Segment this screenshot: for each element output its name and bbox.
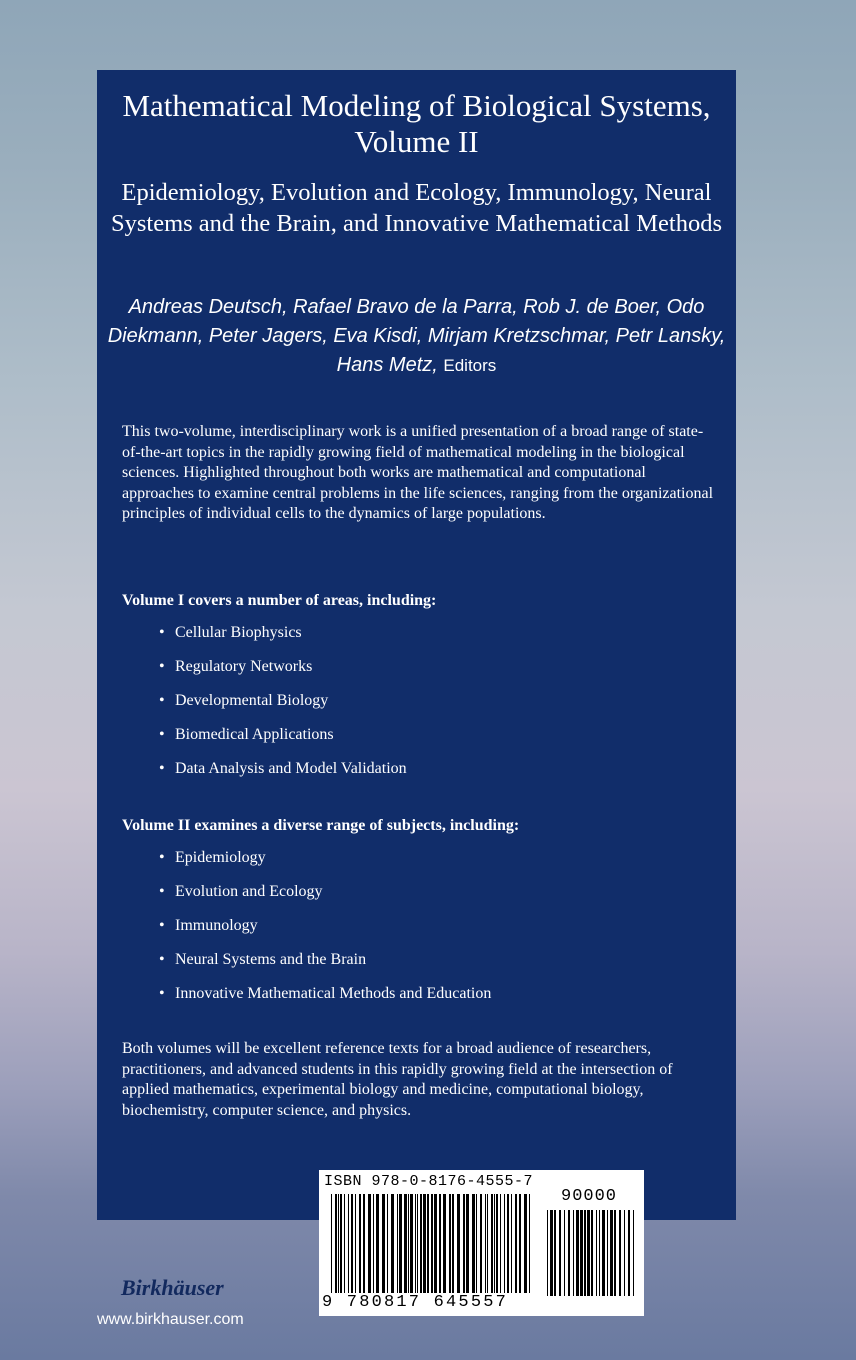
topic-label: Evolution and Ecology (175, 883, 323, 900)
barcode-bar (420, 1194, 422, 1296)
barcode-bar (550, 1210, 553, 1296)
barcode-bar (504, 1194, 505, 1296)
barcode-bar (373, 1194, 374, 1296)
barcode-bar (584, 1210, 586, 1296)
barcode-bar (624, 1210, 625, 1296)
barcode-bar (399, 1194, 402, 1296)
barcode-bar (599, 1210, 600, 1296)
topic-label: Immunology (175, 917, 258, 934)
bullet-icon: • (159, 624, 165, 641)
list-item (159, 848, 491, 882)
barcode-bar (524, 1194, 527, 1296)
barcode-bar (368, 1194, 371, 1296)
barcode-bars (331, 1194, 531, 1296)
barcode-bar (633, 1210, 634, 1296)
list-item (159, 882, 491, 916)
barcode-bar (476, 1194, 477, 1296)
isbn-barcode (319, 1170, 644, 1316)
bullet-icon: • (159, 726, 165, 743)
price-code: 90000 (561, 1187, 618, 1206)
barcode-bar (547, 1210, 548, 1296)
barcode-bar (610, 1210, 613, 1296)
publisher-website: www.birkhauser.com (97, 1311, 244, 1328)
intro-paragraph: This two-volume, interdisciplinary work is a unified presentation of a broad range of state-of-the-art topics in the rapidly growing field of mathematical modeling in the biological sciences. Highlighted throughout both works are mathematical and computational approaches to examine central problems in the life sciences, ranging from the organizational principles of individual cells to the dynamics of large populations. (122, 423, 714, 523)
topic-label: Data Analysis and Model Validation (175, 760, 407, 777)
topic-label: Cellular Biophysics (175, 624, 302, 641)
bullet-icon: • (159, 883, 165, 900)
list-item (159, 657, 407, 691)
barcode-bar (494, 1194, 495, 1296)
barcode-bar (376, 1194, 379, 1296)
barcode-bar (427, 1194, 429, 1296)
back-cover-panel (97, 70, 736, 1220)
topic-label: Regulatory Networks (175, 658, 313, 675)
bullet-icon: • (159, 760, 165, 777)
barcode-bar (472, 1194, 475, 1296)
list-item (159, 950, 491, 984)
barcode-bar (423, 1194, 426, 1296)
barcode-bar (344, 1194, 345, 1296)
barcode-bar (431, 1194, 433, 1296)
barcode-bar (496, 1194, 498, 1296)
barcode-bar (596, 1210, 597, 1296)
barcode-bar (335, 1194, 337, 1296)
topic-label: Developmental Biology (175, 692, 329, 709)
barcode-bar (614, 1210, 616, 1296)
barcode-bar (529, 1194, 530, 1296)
topic-label: Biomedical Applications (175, 726, 334, 743)
list-item (159, 759, 407, 793)
bullet-icon: • (159, 692, 165, 709)
barcode-bar (457, 1194, 460, 1296)
barcode-bar (415, 1194, 416, 1296)
barcode-bar (449, 1194, 451, 1296)
barcode-bar (519, 1194, 521, 1296)
barcode-bar (338, 1194, 339, 1296)
barcode-bar (619, 1210, 621, 1296)
barcode-bar (348, 1194, 349, 1296)
barcode-bar (397, 1194, 398, 1296)
barcode-bar (628, 1210, 630, 1296)
barcode-bar (607, 1210, 608, 1296)
editors-list (97, 293, 736, 380)
list-item (159, 623, 407, 657)
volume2-topics (159, 848, 491, 1018)
list-item (159, 691, 407, 725)
barcode-bar (443, 1194, 446, 1296)
barcode-bar (417, 1194, 418, 1296)
barcode-bar (363, 1194, 365, 1296)
volume1-topics (159, 623, 407, 793)
barcode-bar (408, 1194, 409, 1296)
book-title: Mathematical Modeling of Biological Systems, Volume II (122, 88, 711, 159)
barcode-bar (591, 1210, 593, 1296)
barcode-bar (404, 1194, 407, 1296)
bullet-icon: • (159, 658, 165, 675)
barcode-bar (355, 1194, 356, 1296)
publisher-logo: Birkhäuser (121, 1275, 224, 1300)
barcode-bar (439, 1194, 441, 1296)
barcode-bar (559, 1210, 561, 1296)
barcode-addon-bars (547, 1210, 635, 1296)
bullet-icon: • (159, 849, 165, 866)
barcode-bar (391, 1194, 394, 1296)
topic-label: Innovative Mathematical Methods and Education (175, 985, 492, 1002)
bullet-icon: • (159, 917, 165, 934)
barcode-bar (340, 1194, 342, 1296)
barcode-bar (359, 1194, 361, 1296)
list-item (159, 725, 407, 759)
barcode-bar (487, 1194, 488, 1296)
barcode-number: 9 780817 645557 (319, 1293, 534, 1312)
barcode-bar (485, 1194, 486, 1296)
barcode-bar (573, 1210, 574, 1296)
bullet-icon: • (159, 985, 165, 1002)
barcode-bar (568, 1210, 570, 1296)
volume1-heading: Volume I covers a number of areas, including: (122, 592, 437, 609)
barcode-bar (500, 1194, 501, 1296)
editors-role: Editors (443, 356, 497, 375)
barcode-bar (491, 1194, 493, 1296)
barcode-bar (387, 1194, 388, 1296)
barcode-bar (515, 1194, 517, 1296)
barcode-bar (511, 1194, 512, 1296)
barcode-bar (602, 1210, 605, 1296)
barcode-bar (466, 1194, 469, 1296)
barcode-bar (564, 1210, 565, 1296)
book-subtitle: Epidemiology, Evolution and Ecology, Immunology, Neural Systems and the Brain, and Innovative Mathematical Methods (110, 179, 722, 237)
barcode-bar (463, 1194, 465, 1296)
barcode-bar (587, 1210, 590, 1296)
barcode-bar (410, 1194, 413, 1296)
editor-names: Andreas Deutsch, Rafael Bravo de la Parra, Rob J. de Boer, Odo Diekmann, Peter Jagers, Eva Kisdi, Mirjam Kretzschmar, Petr Lansky, Hans Metz, (107, 296, 726, 376)
volume2-heading: Volume II examines a diverse range of subjects, including: (122, 817, 520, 834)
barcode-bar (480, 1194, 482, 1296)
barcode-bar (580, 1210, 583, 1296)
barcode-bar (554, 1210, 556, 1296)
bullet-icon: • (159, 951, 165, 968)
closing-paragraph: Both volumes will be excellent reference texts for a broad audience of researchers, practitioners, and advanced students in this rapidly growing field at the intersection of applied mathematics, experimental biology and medicine, computational biology, biochemistry, computer science, and physics. (122, 1040, 673, 1119)
barcode-bar (382, 1194, 385, 1296)
barcode-bar (434, 1194, 437, 1296)
barcode-bar (507, 1194, 509, 1296)
barcode-bar (351, 1194, 353, 1296)
list-item (159, 984, 491, 1018)
isbn-label: ISBN 978-0-8176-4555-7 (324, 1173, 534, 1190)
list-item (159, 916, 491, 950)
barcode-bar (452, 1194, 454, 1296)
barcode-bar (331, 1194, 332, 1296)
topic-label: Neural Systems and the Brain (175, 951, 367, 968)
barcode-bar (576, 1210, 579, 1296)
topic-label: Epidemiology (175, 849, 266, 866)
